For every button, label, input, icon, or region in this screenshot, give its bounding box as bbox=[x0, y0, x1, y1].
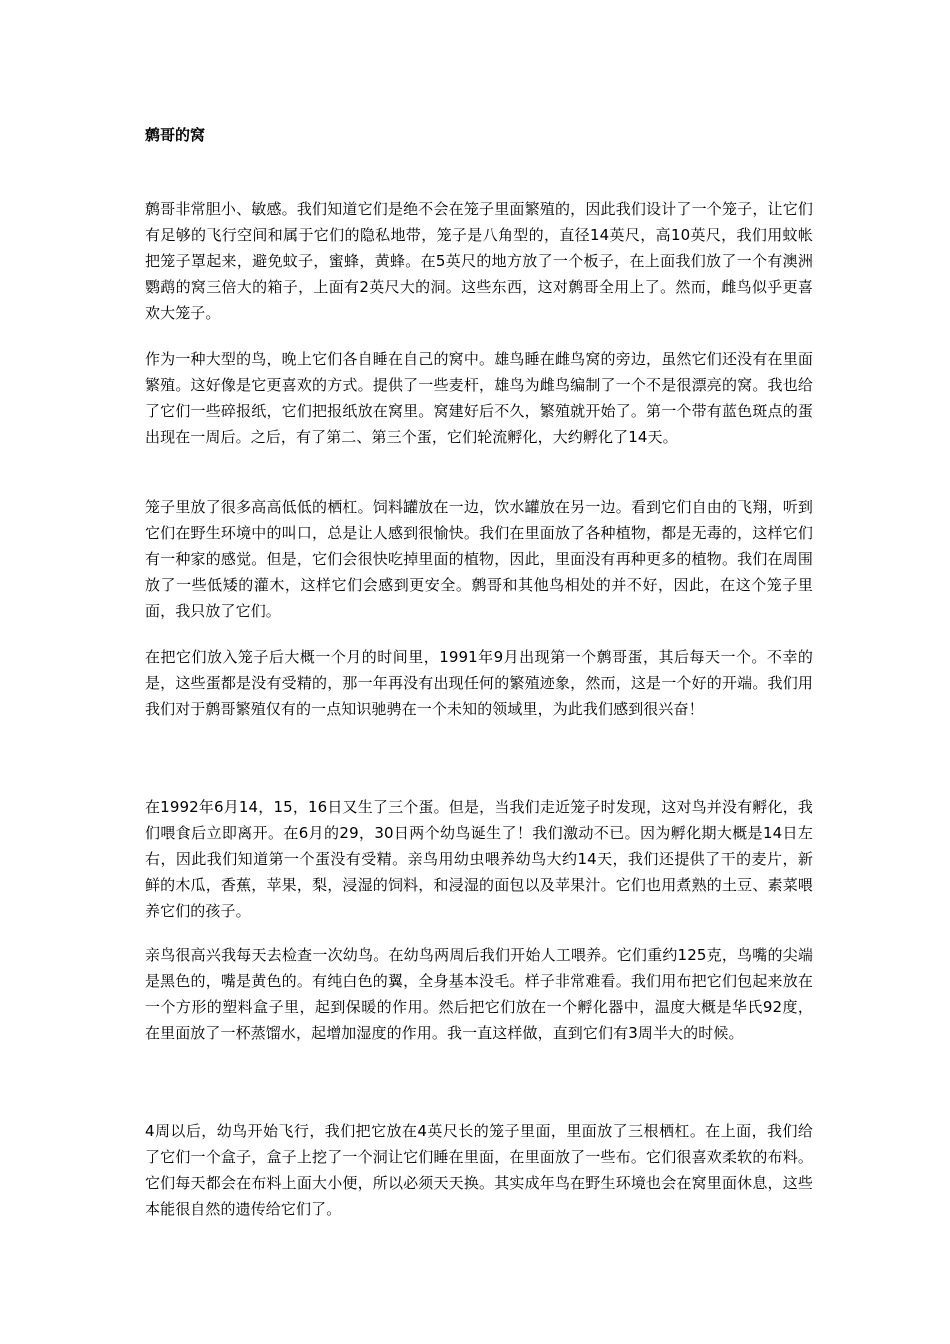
paragraph-hand-feeding: 亲鸟很高兴我每天去检查一次幼鸟。在幼鸟两周后我们开始人工喂养。它们重约125克，鸟嘴的尖端是黑色的，嘴是黄色的。有纯白色的翼，全身基本没毛。样子非常难看。我们用布把它们包起来放在一个方形的塑料盒子里，起到保暖的作用。然后把它们放在一个孵化器中，温度大概是华氏92度，在里面放了一杯蒸馏水，起增加湿度的作用。我一直这样做，直到它们有3周半大的时候。 bbox=[145, 946, 813, 1042]
paragraph-cage-design: 鹩哥非常胆小、敏感。我们知道它们是绝不会在笼子里面繁殖的，因此我们设计了一个笼子，让它们有足够的飞行空间和属于它们的隐私地带，笼子是八角型的，直径14英尺，高10英尺，我们用蚊帐把笼子罩起来，避免蚊子，蜜蜂，黄蜂。在5英尺的地方放了一个板子，在上面我们放了一个有澳洲鹦鹉的窝三倍大的箱子，上面有2英尺大的洞。这些东西，这对鹩哥全用上了。然而，雌鸟似乎更喜欢大笼子。 bbox=[145, 200, 813, 322]
paragraph-nesting: 作为一种大型的鸟，晚上它们各自睡在自己的窝中。雄鸟睡在雌鸟窝的旁边，虽然它们还没有在里面繁殖。这好像是它更喜欢的方式。提供了一些麦杆，雄鸟为雌鸟编制了一个不是很漂亮的窝。我也给了它们一些碎报纸，它们把报纸放在窝里。窝建好后不久，繁殖就开始了。第一个带有蓝色斑点的蛋出现在一周后。之后，有了第二、第三个蛋，它们轮流孵化，大约孵化了14天。 bbox=[145, 350, 813, 446]
paragraph-fledging: 4周以后，幼鸟开始飞行，我们把它放在4英尺长的笼子里面，里面放了三根栖杠。在上面，我们给了它们一个盒子，盒子上挖了一个洞让它们睡在里面，在里面放了一些布。它们很喜欢柔软的布料。它们每天都会在布料上面大小便，所以必须天天换。其实成年鸟在野生环境也会在窝里面休息，这些本能很自然的遗传给它们了。 bbox=[145, 1122, 813, 1218]
paragraph-perches-plants: 笼子里放了很多高高低低的栖杠。饲料罐放在一边，饮水罐放在另一边。看到它们自由的飞翔，听到它们在野生环境中的叫口，总是让人感到很愉快。我们在里面放了各种植物，都是无毒的，这样它们有一种家的感觉。但是，它们会很快吃掉里面的植物，因此，里面没有再种更多的植物。我们在周围放了一些低矮的灌木，这样它们会感到更安全。鹩哥和其他鸟相处的并不好，因此，在这个笼子里面，我只放了它们。 bbox=[145, 498, 813, 620]
document-title: 鹩哥的窝 bbox=[145, 126, 206, 144]
paragraph-first-egg: 在把它们放入笼子后大概一个月的时间里，1991年9月出现第一个鹩哥蛋，其后每天一个。不幸的是，这些蛋都是没有受精的，那一年再没有出现任何的繁殖迹象，然而，这是一个好的开端。我们用我们对于鹩哥繁殖仅有的一点知识驰骋在一个未知的领域里，为此我们感到很兴奋！ bbox=[145, 648, 813, 718]
paragraph-hatching: 在1992年6月14，15，16日又生了三个蛋。但是，当我们走近笼子时发现，这对鸟并没有孵化，我们喂食后立即离开。在6月的29，30日两个幼鸟诞生了！我们激动不已。因为孵化期大概是14日左右，因此我们知道第一个蛋没有受精。亲鸟用幼虫喂养幼鸟大约14天，我们还提供了干的麦片，新鲜的木瓜，香蕉，苹果，梨，浸湿的饲料，和浸湿的面包以及苹果汁。它们也用煮熟的土豆、素菜喂养它们的孩子。 bbox=[145, 798, 813, 920]
